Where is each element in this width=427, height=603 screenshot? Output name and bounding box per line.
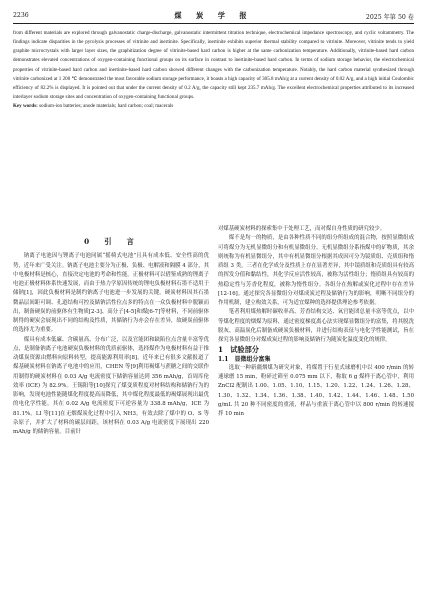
subsection-title: 1.1 显微组分富集 (218, 355, 271, 363)
running-header (13, 10, 414, 24)
paragraph: 煤具有成本低廉、含碳量高、分布广泛，以及官能团和缺陷位点含量丰富等优点，是制备钠离子电池硬炭负极材料的优质前驱体，选择煤作为电极材料有益于推动煤炭资源由燃料向原料转型，提高能源利用率[8]。近年来已有很多文献报道了煤基硬炭材料在钠离子电池中的应用，CHEN 等[9]利用褐煤与蔗糖之间的交联作用制得的硬炭材料在 0.03 A/g 电流密度下储钠容量达到 356 mAh/g，首周库伦效率 (ICE) 为 82.9%。王锡阳等[10]探究了煤变质程度对材料结构和储钠行为的影响，发现电池性能随煤化程度提高而降低，其中煤化程度最低的褐煤展现出最优的电化学性能，其在 0.02 A/g 电流密度下可逆容量为 338.8 mAh/g，ICE 为 81.1%。LI 等[11]在无烟煤炭化过程中引入 NH3，有效去除了煤中的 O、S 等杂原子，并扩大了材料的碳层间距，该材料在 0.03 A/g 电流密度下展现出 220 mAh/g 的储钠容量。目前针 (13, 336, 209, 435)
left-column (13, 237, 209, 437)
paragraph: 对煤基硬炭材料的探索集中于处理工艺，而对煤自身性质的研究较少。 (218, 226, 386, 232)
abstract-text: from different materials are explored through galvanostatic charge-discharge, galvanostatic intermittent titration technique, electrochemical impedance spectroscopy, and cyclic voltammetry. The findings indicate disparities in the pyrolysis processes of vitrinite and inertinite. Specifically, inertinite exhibits superior thermal stability compared to vitrinite. Moreover, vitrinite tends to yield graphite microcrystals with larger layer sizes, the graphitization degree of vitrinite-based hard carbon is higher at the same carbonization temperature. Additionally, vitrinite-based hard carbon demonstrates elevated concentrations of oxygen-containing functional groups on its surface in contrast to inertinite-based hard carbon. In terms of sodium storage behavior, the electrochemical properties of vitrinite-based hard carbon and inertinite-based hard carbon showed different changes with the carbonization temperature. Notably, the hard carbon material synthesized through vitrinite carbonized at 1 200 ℃ demonstrated the most favorable sodium storage performance, it boasts a high capacity of 305.8 mAh/g at a current density of 0.02 A/g, and a high initial Coulombic efficiency of 82.2% is displayed. It is pointed out that under the current density of 0.2 A/g, the capacity still kept 235.7 mAh/g. The excellent electrochemical properties attributed to its increased interlayer sodium storage sites and concentration of oxygen-containing functional groups. (13, 30, 414, 101)
section-title-experimental: 1 试验部分 (218, 345, 259, 355)
volume-label: 2025 年第 50 卷 (365, 14, 414, 21)
paragraph: 煤不是均一的物质，是由各种性质不同的组分所组成的混合物，按照显微组成可将煤分为无机显微组分和有机显微组分。无机显微组分系指煤中的矿物质，其余则统称为有机显微组分，其中有机显微组分根据其成因可分为镜质组、壳质组和惰质组 3 类，三者在化学成分及性质上存在显著差异，其中镜质组和壳质组具有较高的挥发分值和黏结性，其化学反应活性较高，被称为活性组分；惰质组具有较高的热稳定性与芳香化程度，被称为惰性组分。各组分在热解或炭化过程中存在差异[12-16]。通过探究各显微组分对煤成炭过程及储钠行为的影响，明晰不同组分的作用机制，建立构效关系，可为适宜煤种的选择提供理论参考依据。 (218, 235, 414, 306)
english-abstract (13, 29, 414, 111)
keywords-text: sodium-ion batteries; anode materials; hard carbon; coal; macerals (39, 103, 174, 110)
journal-title: 煤 炭 学 报 (174, 11, 253, 20)
keywords-label: Key words: (13, 103, 38, 110)
paragraph: 选取一种新疆烟煤为研究对象，将煤置于行星式球磨机中以 400 r/min 的转速球磨 15 min，粉碎过筛至 0.075 mm 以下，称取 6 g 煤样于离心管中，利用 ZnCl2 配制出 1.00、1.05、1.10、1.15、1.20、1.22、1.24、1.26、1.28、1.30、1.32、1.34、1.36、1.38、1.40、1.42、1.44、1.46、1.48、1.50 g/mL 共 20 种不同密度的重液，样品与重液于离心管中以 800 r/min 的转速搅拌 10 min (218, 364, 414, 417)
page-number: 2236 (13, 12, 29, 19)
paragraph: 钠离子电池因与锂离子电池同属“摇椅式电池”且具有成本低、安全性高的优势，近年来广受关注。钠离子电池主要分为正极、负极、电解液和隔膜 4 部分，其中电极材料是核心，直接决定电池的考命和性能。正极材料可以借鉴成熟的锂离子电池正极材料体系快速发展，而由于热力学原因传统的锂电负极材料石墨不适用于储钠[1]，因此负极材料是制约钠离子电池进一步发展的关键。硬炭材料因其石墨微晶层间距可调、孔道结构可控及储钠活性位点多的特点在一众负极材料中脱颖而出，制备硬炭的前驱体有生物质[2-3]、高分子[4-5]和煤[6-7]等材料，不同前驱体制得的硬炭会展现出不同的结构及性质，其储钠行为亦会存在差异，故硬炭前驱体的选择尤为重要。 (13, 253, 209, 334)
section-title-introduction: 0 引 言 (84, 237, 138, 246)
paragraph: 笔者利用煤热解时碳收率高、芳香结构交达、氧官能团总量丰富等优点，以中等煤化程度的烟煤为原料，通过密度梯度离心法实现煤显微组分的富集，将其脱洗脱灰、高温炭化后制备成硬炭负极材料，并进行结构表征与电化学性能测试，旨在探究各显微组分对煤成炭过程的影响及储钠行为随炭化温度变化的规律。 (218, 309, 414, 343)
right-column (218, 225, 414, 419)
keywords-line (13, 102, 414, 111)
header-rule (13, 23, 414, 24)
